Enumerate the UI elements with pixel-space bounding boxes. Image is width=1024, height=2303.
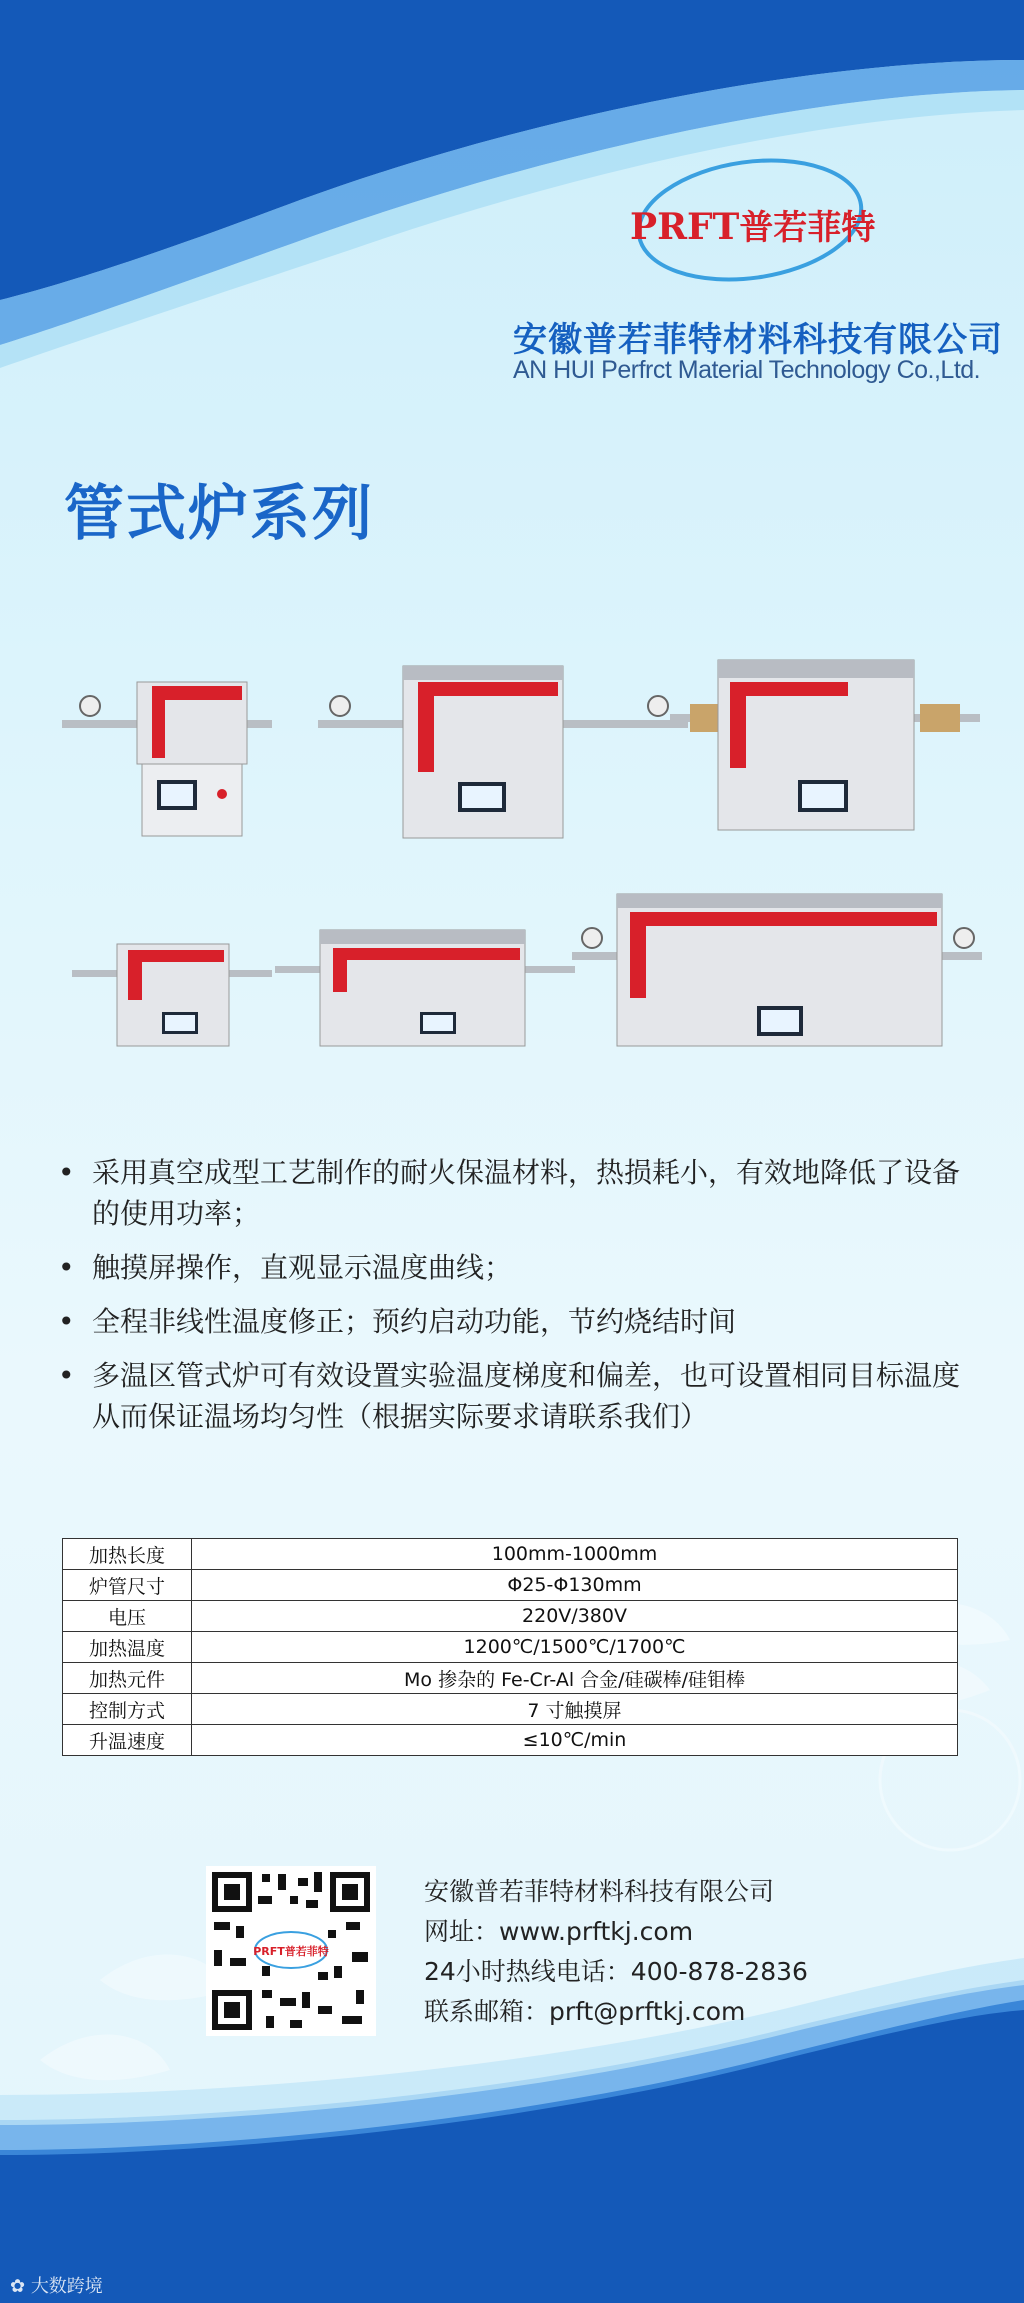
feature-item: • 触摸屏操作，直观显示温度曲线； (50, 1247, 980, 1288)
spec-label: 升温速度 (63, 1725, 192, 1756)
table-row (63, 1663, 958, 1694)
furnace-image-3 (670, 656, 980, 832)
contact-website[interactable]: 网址：www.prftkj.com (424, 1917, 694, 1946)
table-row (63, 1694, 958, 1725)
contact-email[interactable]: 联系邮箱：prft@prftkj.com (424, 1997, 746, 2026)
qr-caption: PRFT普若菲特 (253, 1945, 329, 1958)
watermark-text: 大数跨境 (30, 2276, 103, 2297)
spec-label: 电压 (63, 1601, 192, 1632)
table-row (63, 1570, 958, 1601)
contact-hotline[interactable]: 24小时热线电话：400-878-2836 (424, 1957, 808, 1986)
qr-code[interactable] (206, 1866, 376, 2036)
table-row (63, 1601, 958, 1632)
series-title: 管式炉系列 (64, 479, 374, 549)
contact-company: 安徽普若菲特材料科技有限公司 (424, 1877, 775, 1906)
spec-value: ≤10℃/min (192, 1725, 958, 1756)
spec-table (62, 1538, 958, 1756)
brand-cn: 普若菲特 (739, 208, 876, 248)
company-name-en: AN HUI Perfrct Material Technology Co.,Ltd. (513, 356, 981, 384)
feature-item: • 采用真空成型工艺制作的耐火保温材料，热损耗小，有效地降低了设备的使用功率； (50, 1152, 980, 1234)
spec-value: 220V/380V (192, 1601, 958, 1632)
spec-label: 控制方式 (63, 1694, 192, 1725)
watermark (10, 2272, 103, 2298)
furnace-image-1 (62, 668, 272, 838)
spec-label: 加热长度 (63, 1539, 192, 1570)
table-row (63, 1632, 958, 1663)
spec-value: 1200℃/1500℃/1700℃ (192, 1632, 958, 1663)
feature-item: • 多温区管式炉可有效设置实验温度梯度和偏差，也可设置相同目标温度从而保证温场均匀性（根据实际要求请联系我们） (50, 1355, 980, 1437)
furnace-image-4 (72, 940, 272, 1050)
spec-label: 加热元件 (63, 1663, 192, 1694)
spec-value: Φ25-Φ130mm (192, 1570, 958, 1601)
spec-value: Mo 掺杂的 Fe-Cr-Al 合金/硅碳棒/硅钼棒 (192, 1663, 958, 1694)
spec-value: 7 寸触摸屏 (192, 1694, 958, 1725)
watermark-icon: ✿ (10, 2276, 31, 2297)
furnace-image-5 (275, 926, 575, 1050)
furnace-image-6 (572, 890, 982, 1050)
spec-label: 炉管尺寸 (63, 1570, 192, 1601)
feature-list (50, 1152, 980, 1450)
furnace-image-2 (318, 662, 688, 842)
contact-block (424, 1872, 808, 2032)
table-row (63, 1725, 958, 1756)
spec-label: 加热温度 (63, 1632, 192, 1663)
feature-item: • 全程非线性温度修正；预约启动功能，节约烧结时间 (50, 1301, 980, 1342)
brand-latin: PRFT (630, 206, 740, 248)
spec-value: 100mm-1000mm (192, 1539, 958, 1570)
table-row (63, 1539, 958, 1570)
brand-logo (630, 200, 875, 249)
company-name-cn: 安徽普若菲特材料科技有限公司 (513, 320, 1003, 360)
